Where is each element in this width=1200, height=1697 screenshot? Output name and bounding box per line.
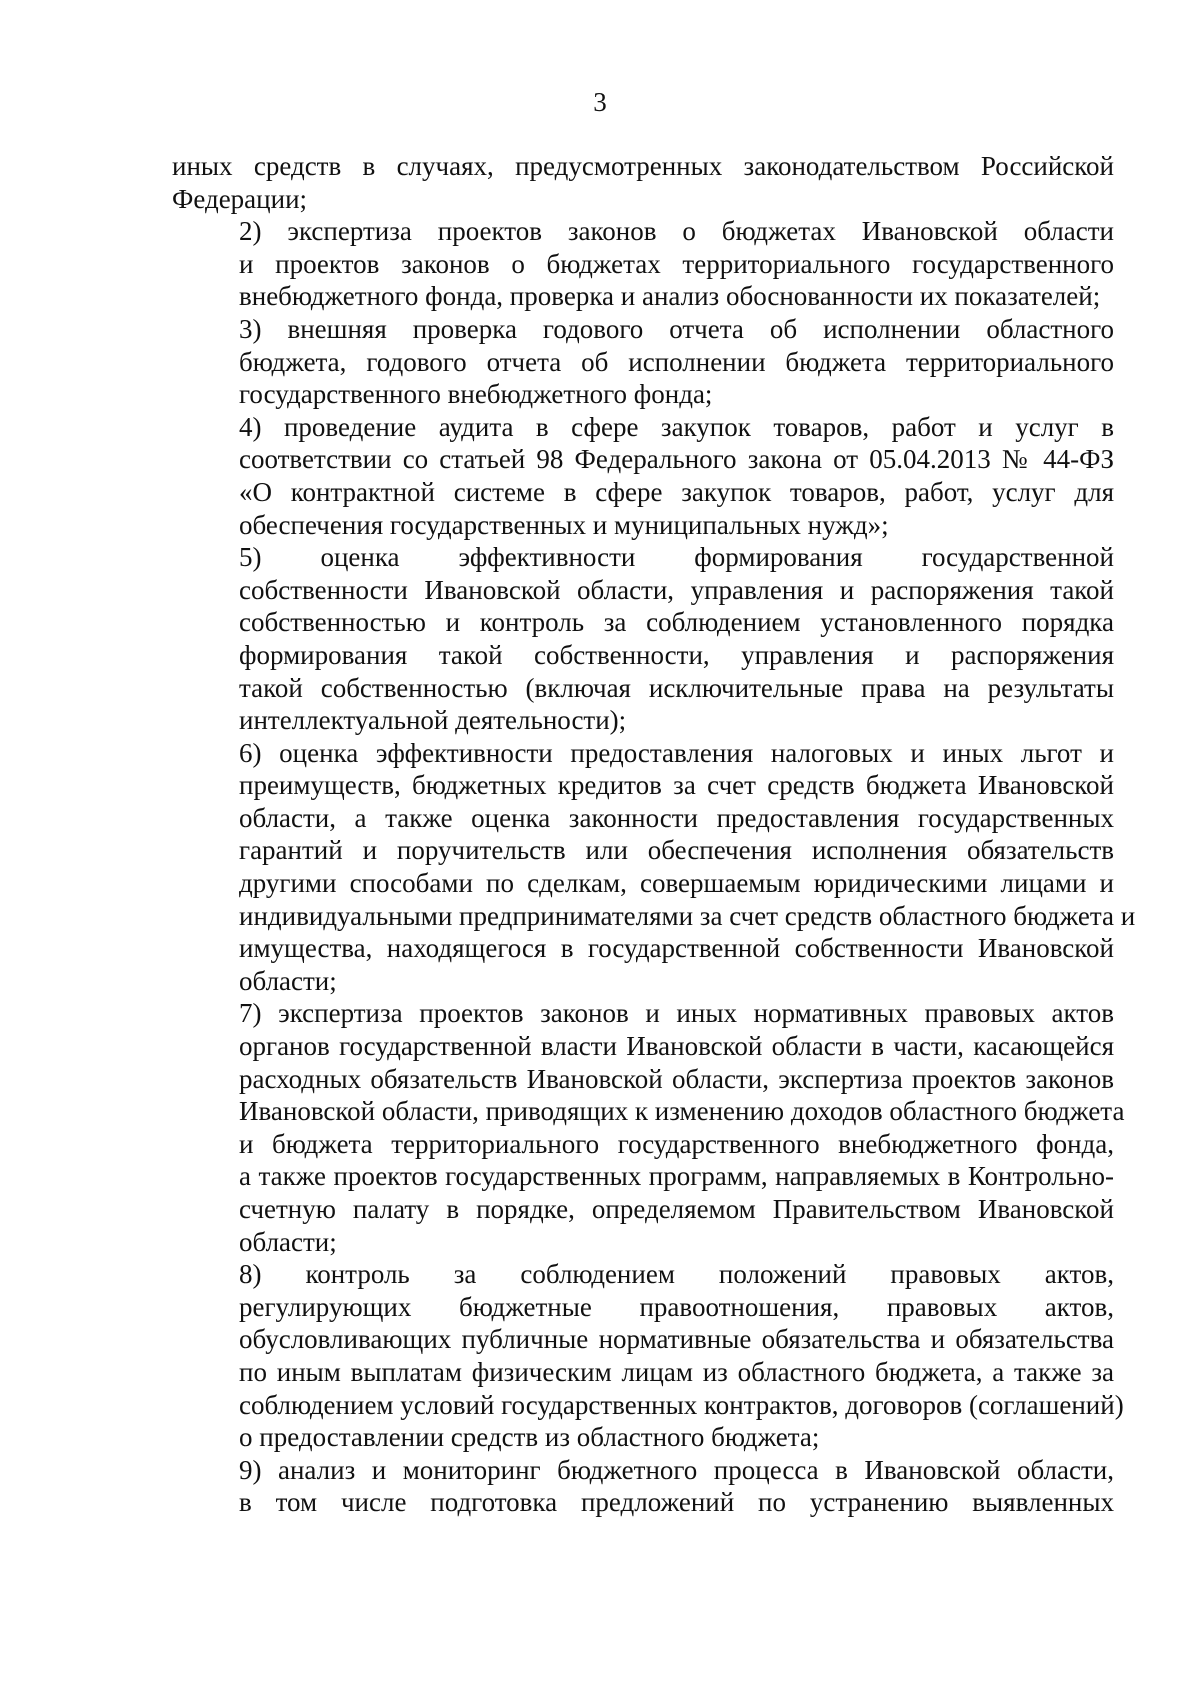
text-line: о предоставлении средств из областного бюджета; <box>239 1422 820 1453</box>
text-line: формирования такой собственности, управления и распоряжения <box>239 639 1114 670</box>
text-line: 8) контроль за соблюдением положений правовых актов, <box>239 1259 1114 1290</box>
paragraph-item-7 <box>172 997 1125 1258</box>
text-line: внебюджетного фонда, проверка и анализ обоснованности их показателей; <box>239 281 1101 312</box>
text-line: области, а также оценка законности предоставления государственных <box>239 802 1114 833</box>
text-line: индивидуальными предпринимателями за счет средств областного бюджета и <box>239 900 1136 931</box>
text-line: гарантий и поручительств или обеспечения исполнения обязательств <box>239 835 1114 866</box>
text-line: «О контрактной системе в сфере закупок товаров, работ, услуг для <box>239 476 1114 507</box>
text-line: счетную палату в порядке, определяемом Правительством Ивановской <box>239 1194 1114 1224</box>
text-line: преимуществ, бюджетных кредитов за счет средств бюджета Ивановской <box>239 770 1114 801</box>
paragraph-item-5 <box>172 541 1114 737</box>
text-line: 4) проведение аудита в сфере закупок товаров, работ и услуг в <box>239 411 1114 442</box>
text-line: собственностью и контроль за соблюдением установленного порядка <box>239 607 1114 638</box>
text-line: и проектов законов о бюджетах территориального государственного <box>239 248 1114 279</box>
text-line: 5) оценка эффективности формирования государственной <box>239 542 1114 573</box>
paragraph-item-9 <box>172 1454 1114 1519</box>
text-line: 3) внешняя проверка годового отчета об исполнении областного <box>239 313 1114 344</box>
text-line: иных средств в случаях, предусмотренных законодательством Российской <box>172 151 1114 181</box>
text-line: имущества, находящегося в государственной собственности Ивановской <box>239 933 1114 964</box>
text-line: 6) оценка эффективности предоставления налоговых и иных льгот и <box>239 737 1114 768</box>
document-body <box>172 150 1136 1519</box>
text-line: 7) экспертиза проектов законов и иных нормативных правовых актов <box>239 998 1114 1029</box>
text-line: другими способами по сделкам, совершаемым юридическими лицами и <box>239 868 1114 899</box>
text-line: в том числе подготовка предложений по устранению выявленных <box>239 1487 1114 1518</box>
paragraph-item-2 <box>172 215 1114 313</box>
text-line: области; <box>239 965 337 996</box>
text-line: соблюдением условий государственных контрактов, договоров (соглашений) <box>239 1389 1124 1420</box>
paragraph-item-4 <box>172 411 1114 541</box>
text-line: государственного внебюджетного фонда; <box>239 379 713 410</box>
text-line: соответствии со статьей 98 Федерального закона от 05.04.2013 № 44-ФЗ <box>239 444 1114 475</box>
text-line: области; <box>239 1226 337 1257</box>
text-line: бюджета, годового отчета об исполнении бюджета территориального <box>239 346 1114 377</box>
text-line: и бюджета территориального государственного внебюджетного фонда, <box>239 1128 1114 1159</box>
text-line: обусловливающих публичные нормативные обязательства и обязательства <box>239 1324 1114 1355</box>
paragraph-item-6 <box>172 737 1136 998</box>
text-line: такой собственностью (включая исключительные права на результаты <box>239 672 1114 703</box>
text-line: Федерации; <box>172 183 308 214</box>
text-line: органов государственной власти Ивановской области в части, касающейся <box>239 1031 1114 1062</box>
paragraph-item-3 <box>172 313 1114 411</box>
text-line: Ивановской области, приводящих к изменению доходов областного бюджета <box>239 1096 1125 1127</box>
text-line: а также проектов государственных программ, направляемых в Контрольно- <box>239 1161 1114 1192</box>
text-line: 2) экспертиза проектов законов о бюджетах Ивановской области <box>239 216 1114 247</box>
page-number: 3 <box>593 87 607 117</box>
text-line: по иным выплатам физическим лицам из областного бюджета, а также за <box>239 1356 1114 1387</box>
text-line: расходных обязательств Ивановской области, экспертиза проектов законов <box>239 1063 1114 1094</box>
text-line: собственности Ивановской области, управления и распоряжения такой <box>239 574 1114 605</box>
text-line: регулирующих бюджетные правоотношения, правовых актов, <box>239 1291 1114 1322</box>
paragraph-item-8 <box>172 1258 1124 1454</box>
text-line: обеспечения государственных и муниципальных нужд»; <box>239 509 889 540</box>
text-line: интеллектуальной деятельности); <box>239 705 627 736</box>
text-line: 9) анализ и мониторинг бюджетного процесса в Ивановской области, <box>239 1454 1114 1485</box>
paragraph-1 <box>172 150 1114 215</box>
